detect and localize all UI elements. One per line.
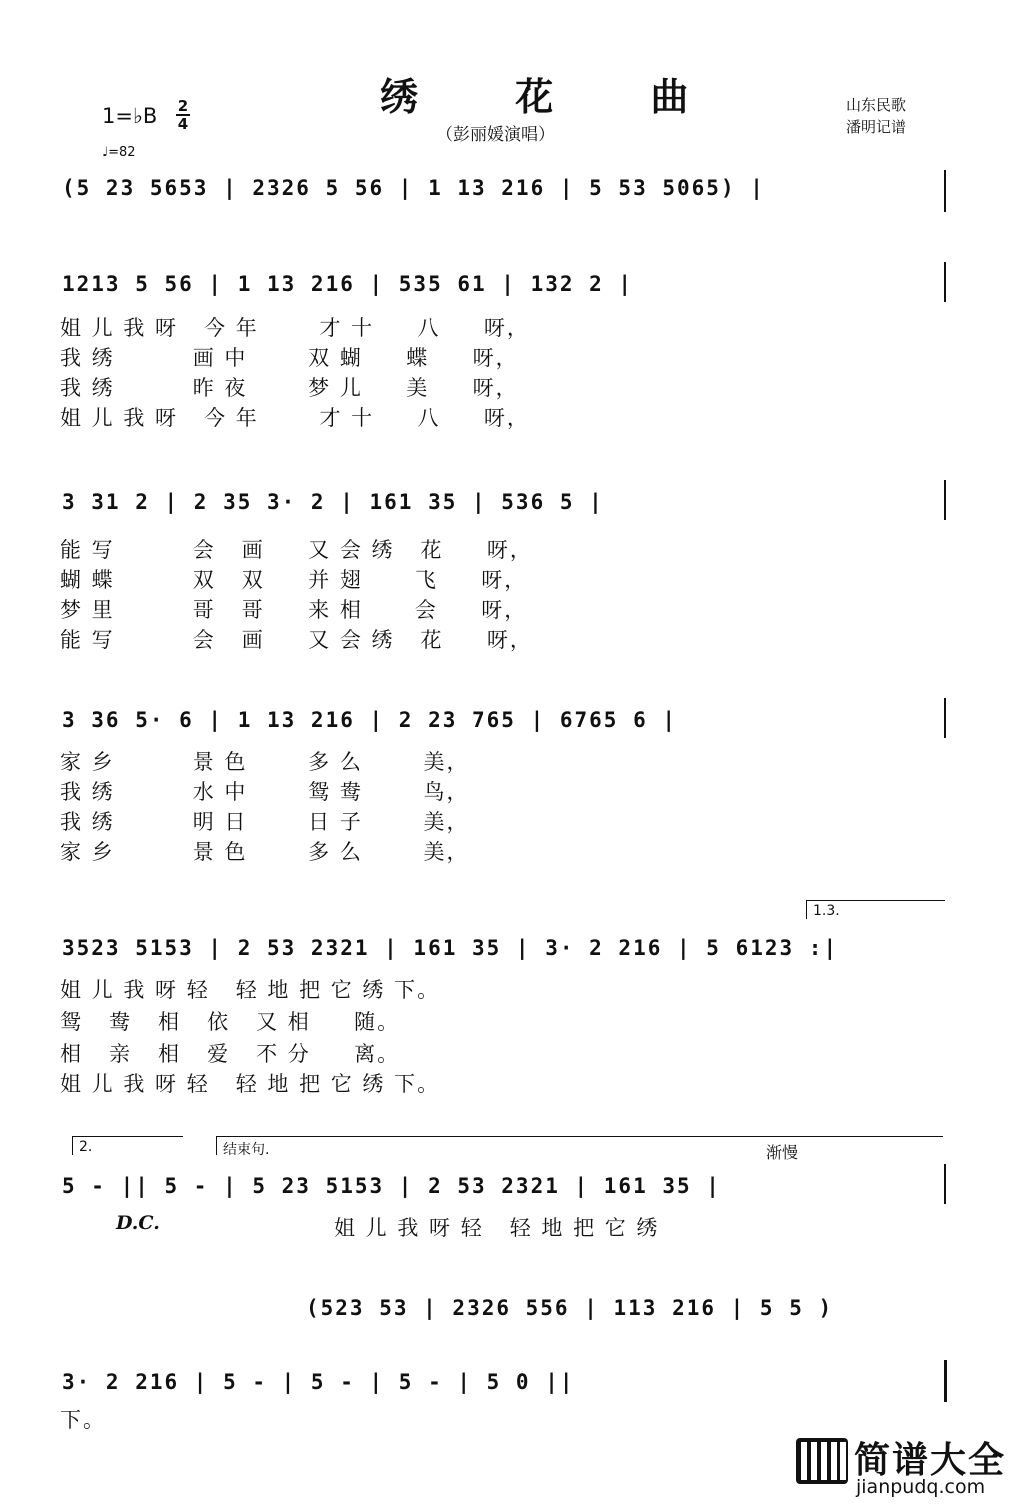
lyric-verse-2: 我 绣 画 中 双 蝴 蝶 呀， bbox=[60, 346, 519, 370]
credit-origin: 山东民歌 bbox=[846, 96, 907, 114]
notes-accompaniment: (523 53 | 2326 556 | 113 216 | 5 5 ) bbox=[306, 1296, 834, 1320]
lyric-verse-3: 我 绣 明 日 日 子 美， bbox=[60, 810, 470, 834]
lyric-verse-3: 相 亲 相 爱 不 分 离。 bbox=[60, 1042, 401, 1066]
notes-line: 3523 5153 | 2 53 2321 | 161 35 | 3· 2 216 | 5 6123 :| bbox=[62, 936, 839, 960]
time-signature bbox=[176, 98, 190, 132]
lyric-verse-1: 家 乡 景 色 多 么 美， bbox=[60, 750, 470, 774]
notes-line: 1213 5 56 | 1 13 216 | 535 61 | 132 2 | bbox=[62, 272, 634, 296]
time-signature-top: 2 bbox=[177, 97, 189, 115]
notes-line: 3 36 5· 6 | 1 13 216 | 2 23 765 | 6765 6 | bbox=[62, 708, 678, 732]
notes-line: (5 23 5653 | 2326 5 56 | 1 13 216 | 5 53 5065) | bbox=[62, 176, 765, 200]
singer-subtitle: （彭丽媛演唱） bbox=[436, 125, 555, 145]
logo-text: 简谱大全 bbox=[854, 1440, 1007, 1481]
volta-first-ending: 1.3. bbox=[806, 900, 945, 919]
ritardando-mark: 渐慢 bbox=[766, 1143, 799, 1162]
logo-url: jianpudq.com bbox=[856, 1476, 986, 1498]
lyric-verse-3: 梦 里 哥 哥 来 相 会 呀， bbox=[60, 598, 528, 622]
lyric-line: 下。 bbox=[60, 1408, 106, 1432]
notes-line: 3· 2 216 | 5 - | 5 - | 5 - | 5 0 || bbox=[62, 1370, 575, 1394]
lyric-verse-2: 我 绣 水 中 鸳 鸯 鸟， bbox=[60, 780, 470, 804]
lyric-verse-4: 姐 儿 我 呀 今 年 才 十 八 呀， bbox=[60, 406, 530, 430]
ending-phrase-label: 结束句. bbox=[216, 1136, 943, 1155]
lyric-verse-1: 能 写 会 画 又 会 绣 花 呀， bbox=[60, 538, 533, 562]
time-signature-bottom: 4 bbox=[177, 115, 189, 133]
lyric-verse-1: 姐 儿 我 呀 轻 轻 地 把 它 绣 下。 bbox=[60, 978, 441, 1002]
piano-keys-icon bbox=[796, 1438, 848, 1484]
notes-line: 5 - || 5 - | 5 23 5153 | 2 53 2321 | 161 35 | bbox=[62, 1174, 721, 1198]
song-title: 绣 花 曲 bbox=[380, 74, 731, 119]
lyric-verse-4: 姐 儿 我 呀 轻 轻 地 把 它 绣 下。 bbox=[60, 1072, 441, 1096]
lyric-verse-1: 姐 儿 我 呀 今 年 才 十 八 呀， bbox=[60, 316, 530, 340]
da-capo-mark: D.C. bbox=[116, 1212, 160, 1234]
volta-second-ending: 2. bbox=[72, 1136, 183, 1155]
lyric-verse-4: 家 乡 景 色 多 么 美， bbox=[60, 840, 470, 864]
lyric-verse-2: 鸳 鸯 相 依 又 相 随。 bbox=[60, 1010, 401, 1034]
notes-line: 3 31 2 | 2 35 3· 2 | 161 35 | 536 5 | bbox=[62, 490, 604, 514]
lyric-verse-3: 我 绣 昨 夜 梦 儿 美 呀， bbox=[60, 376, 519, 400]
lyric-verse-4: 能 写 会 画 又 会 绣 花 呀， bbox=[60, 628, 533, 652]
lyric-line: 姐 儿 我 呀 轻 轻 地 把 它 绣 bbox=[334, 1216, 660, 1240]
credit-transcriber: 潘明记谱 bbox=[846, 118, 907, 136]
key-signature: 1=♭B bbox=[102, 104, 158, 128]
site-logo bbox=[790, 1430, 1015, 1504]
tempo-mark: ♩=82 bbox=[102, 145, 136, 160]
lyric-verse-2: 蝴 蝶 双 双 并 翅 飞 呀， bbox=[60, 568, 528, 592]
